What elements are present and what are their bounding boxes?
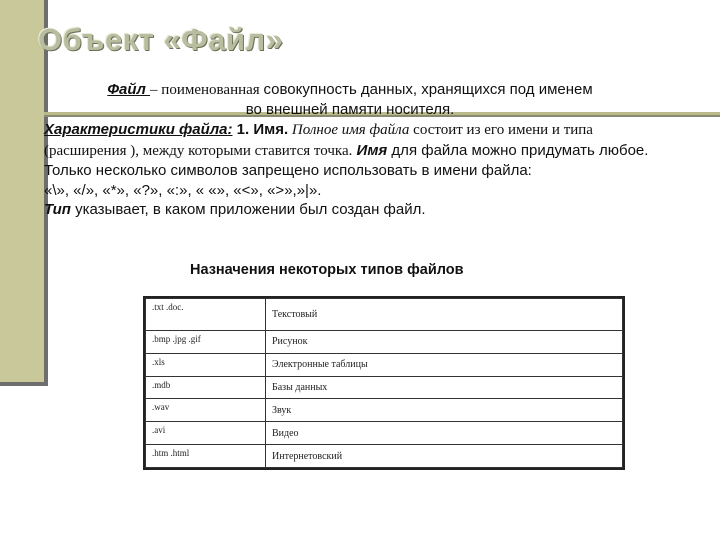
type-term: Тип [44,201,71,218]
full-name-italic: Полное имя файла [288,122,410,138]
definition-dash-text: – поименованная [150,82,264,98]
type-cell: Рисунок [266,331,623,354]
file-types-table [143,296,625,470]
type-cell: Базы данных [266,376,623,399]
table-row [146,353,623,376]
type-description: указывает, в каком приложении был создан файл. [70,201,426,218]
definition-line2: во внешней памяти носителя. [245,101,455,118]
table-row [146,376,623,399]
definition-rest: совокупность данных, хранящихся под именем [263,81,593,98]
extension-cell: .htm .html [146,445,266,468]
table-title: Назначения некоторых типов файлов [190,262,464,278]
extension-cell: .xls [146,353,266,376]
characteristics-name-heading: 1. Имя. [232,121,289,138]
name-description: для файла можно придумать любое. Только несколько символов запрещено использовать в имени файла: [44,141,649,179]
type-cell: Звук [266,399,623,422]
name-term: Имя [352,141,388,159]
full-name-description: состоит из его имени и типа (расширения ), между которыми ставится точка. [44,122,593,159]
type-cell: Видео [266,422,623,445]
extension-cell: .wav [146,399,266,422]
extension-cell: .mdb [146,376,266,399]
table-row [146,299,623,331]
table-row [146,399,623,422]
extension-cell: .avi [146,422,266,445]
side-bar-bottom-shadow [0,382,48,386]
table-row [146,422,623,445]
extension-cell: .txt .doc. [146,299,266,331]
extension-cell: .bmp .jpg .gif [146,331,266,354]
slide-title: Объект «Файл» [38,22,284,57]
type-cell: Электронные таблицы [266,353,623,376]
forbidden-symbols: «\», «/», «*», «?», «:», « «», «<», «>»,»|». [44,181,322,199]
characteristics-label: Характеристики файла: [44,121,233,138]
table-row [146,331,623,354]
type-cell: Интернетовский [266,445,623,468]
file-characteristics [44,120,664,220]
type-cell: Текстовый [266,299,623,331]
definition-term: Файл [107,81,151,98]
file-definition [44,80,656,119]
table-row [146,445,623,468]
